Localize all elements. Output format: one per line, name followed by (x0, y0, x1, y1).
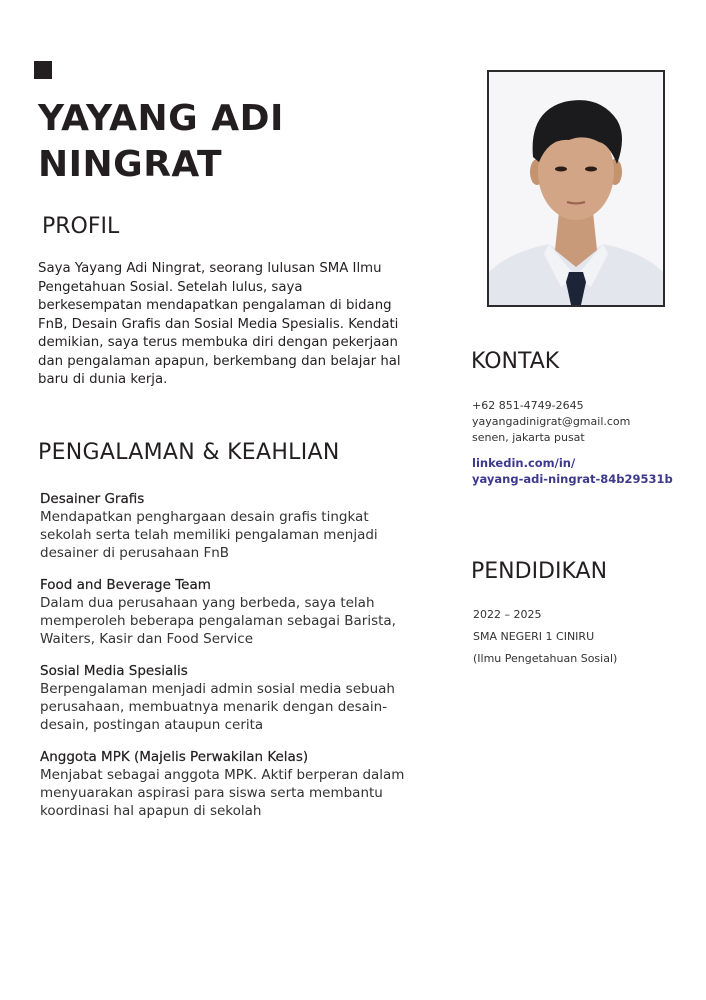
linkedin-link[interactable]: linkedin.com/in/ yayang-adi-ningrat-84b29531b (472, 456, 673, 486)
experience-item-title: Anggota MPK (Majelis Perwakilan Kelas) (40, 749, 309, 765)
experience-item-title: Food and Beverage Team (40, 577, 211, 593)
experience-item-title: Sosial Media Spesialis (40, 663, 188, 679)
experience-item (40, 662, 410, 734)
address: senen, jakarta pusat (472, 431, 585, 444)
education-details (473, 604, 617, 670)
experience-heading: PENGALAMAN & KEAHLIAN (38, 440, 340, 465)
experience-item-title: Desainer Grafis (40, 491, 145, 507)
experience-item (40, 576, 410, 648)
experience-item (40, 490, 410, 562)
email-address[interactable]: yayangadinigrat@gmail.com (472, 415, 631, 428)
experience-item (40, 748, 410, 820)
profile-photo (487, 70, 665, 307)
contact-details (472, 398, 630, 446)
candidate-name: YAYANG ADI NINGRAT (38, 98, 284, 185)
profile-heading: PROFIL (42, 214, 120, 239)
education-major: (Ilmu Pengetahuan Sosial) (473, 652, 618, 665)
profile-text: Saya Yayang Adi Ningrat, seorang lulusan SMA Ilmu Pengetahuan Sosial. Setelah lulus, saya berkesempatan mendapatkan pengalaman di bidang FnB, Desain Grafis dan Sosial Media Spesialis. Kendati demikian, saya terus membuka diri dengan pekerjaan dan pengalaman apapun, berkembang dan belajar hal baru di dunia kerja. (38, 261, 401, 387)
experience-item-desc: Dalam dua perusahaan yang berbeda, saya telah memperoleh beberapa pengalaman sebagai Barista, Waiters, Kasir dan Food Service (40, 595, 396, 647)
contact-heading: KONTAK (471, 349, 560, 374)
experience-list (40, 490, 410, 834)
experience-item-desc: Berpengalaman menjadi admin sosial media sebuah perusahaan, membuatnya menarik dengan desain-desain, postingan ataupun cerita (40, 681, 395, 733)
person-portrait-icon (489, 72, 663, 305)
education-school: SMA NEGERI 1 CINIRU (473, 630, 595, 643)
phone-number: +62 851-4749-2645 (472, 399, 584, 412)
experience-item-desc: Menjabat sebagai anggota MPK. Aktif berperan dalam menyuarakan aspirasi para siswa serta membantu koordinasi hal apapun di sekolah (40, 767, 405, 819)
experience-item-desc: Mendapatkan penghargaan desain grafis tingkat sekolah serta telah memiliki pengalaman menjadi desainer di perusahaan FnB (40, 509, 378, 561)
education-heading: PENDIDIKAN (471, 559, 608, 584)
decorative-square (34, 61, 52, 79)
education-years: 2022 – 2025 (473, 608, 542, 621)
